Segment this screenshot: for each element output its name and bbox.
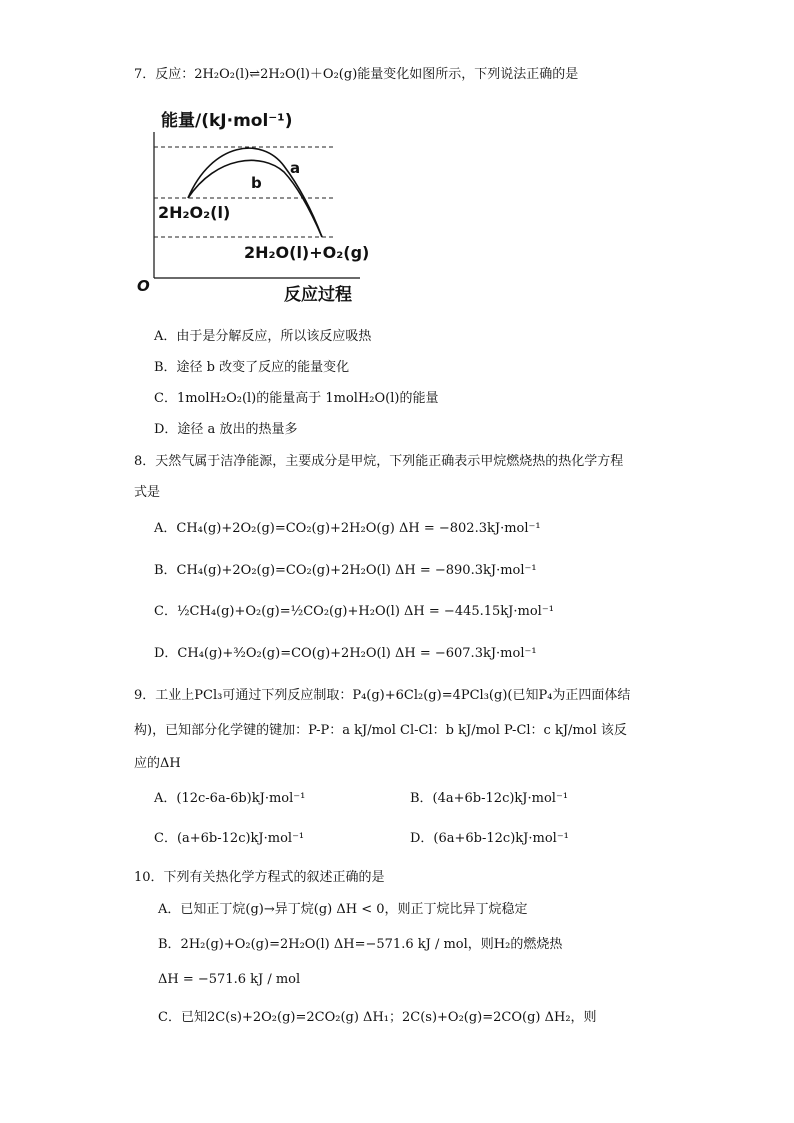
q8-option-b: B．CH₄(g)+2O₂(g)=CO₂(g)+2H₂O(l) ΔH = −890.3kJ·mol⁻¹ — [154, 563, 537, 578]
q8-stem-line1: 8．天然气属于洁净能源，主要成分是甲烷，下列能正确表示甲烷燃烧热的热化学方程 — [134, 454, 624, 469]
q7-option-d: D．途径 a 放出的热量多 — [154, 422, 298, 437]
q10-option-a: A．已知正丁烷(g)→异丁烷(g) ΔH < 0，则正丁烷比异丁烷稳定 — [158, 902, 528, 917]
q9-stem-line2: 构)，已知部分化学键的键加：P-P：a kJ/mol Cl-Cl：b kJ/mol P-Cl：c kJ/mol 该反 — [134, 723, 627, 738]
curve-b-label: b — [251, 174, 262, 192]
q9-stem-line1: 9．工业上PCl₃可通过下列反应制取：P₄(g)+6Cl₂(g)=4PCl₃(g)(已知P₄为正四面体结 — [134, 688, 631, 703]
q8-stem-line2: 式是 — [134, 485, 161, 500]
q8-option-a: A．CH₄(g)+2O₂(g)=CO₂(g)+2H₂O(g) ΔH = −802.3kJ·mol⁻¹ — [154, 521, 541, 536]
q8-option-d: D．CH₄(g)+³⁄₂O₂(g)=CO(g)+2H₂O(l) ΔH = −607.3kJ·mol⁻¹ — [154, 646, 537, 661]
reactant-label: 2H₂O₂(l) — [158, 203, 231, 222]
x-axis-label: 反应过程 — [284, 285, 352, 305]
energy-diagram — [134, 100, 374, 310]
q9-option-a: A．(12c-6a-6b)kJ·mol⁻¹ — [154, 791, 306, 806]
q9-option-c: C．(a+6b-12c)kJ·mol⁻¹ — [154, 831, 305, 846]
curve-a-label: a — [290, 159, 301, 177]
origin-label: O — [137, 277, 150, 295]
q7-stem: 7．反应：2H₂O₂(l)⇌2H₂O(l)＋O₂(g)能量变化如图所示，下列说法正确的是 — [134, 67, 579, 82]
q10-option-b-line2: ΔH = −571.6 kJ / mol — [158, 972, 301, 987]
y-axis-label: 能量/(kJ·mol⁻¹) — [161, 111, 293, 131]
q9-option-d: D．(6a+6b-12c)kJ·mol⁻¹ — [410, 831, 569, 846]
q9-option-b: B．(4a+6b-12c)kJ·mol⁻¹ — [410, 791, 569, 806]
q7-option-b: B．途径 b 改变了反应的能量变化 — [154, 360, 350, 375]
product-label: 2H₂O(l)+O₂(g) — [244, 243, 370, 262]
q7-option-c: C．1molH₂O₂(l)的能量高于 1molH₂O(l)的能量 — [154, 391, 439, 406]
q7-option-a: A．由于是分解反应，所以该反应吸热 — [154, 329, 372, 344]
q9-stem-line3: 应的ΔH — [134, 756, 181, 771]
q10-option-b-line1: B．2H₂(g)+O₂(g)=2H₂O(l) ΔH=−571.6 kJ / mol，则H₂的燃烧热 — [158, 937, 563, 952]
q8-option-c: C．½CH₄(g)+O₂(g)=½CO₂(g)+H₂O(l) ΔH = −445.15kJ·mol⁻¹ — [154, 604, 554, 619]
curve-b — [188, 160, 322, 237]
curve-a — [188, 148, 322, 237]
q10-stem: 10．下列有关热化学方程式的叙述正确的是 — [134, 870, 385, 885]
q10-option-c: C．已知2C(s)+2O₂(g)=2CO₂(g) ΔH₁；2C(s)+O₂(g)=2CO(g) ΔH₂，则 — [158, 1010, 597, 1025]
